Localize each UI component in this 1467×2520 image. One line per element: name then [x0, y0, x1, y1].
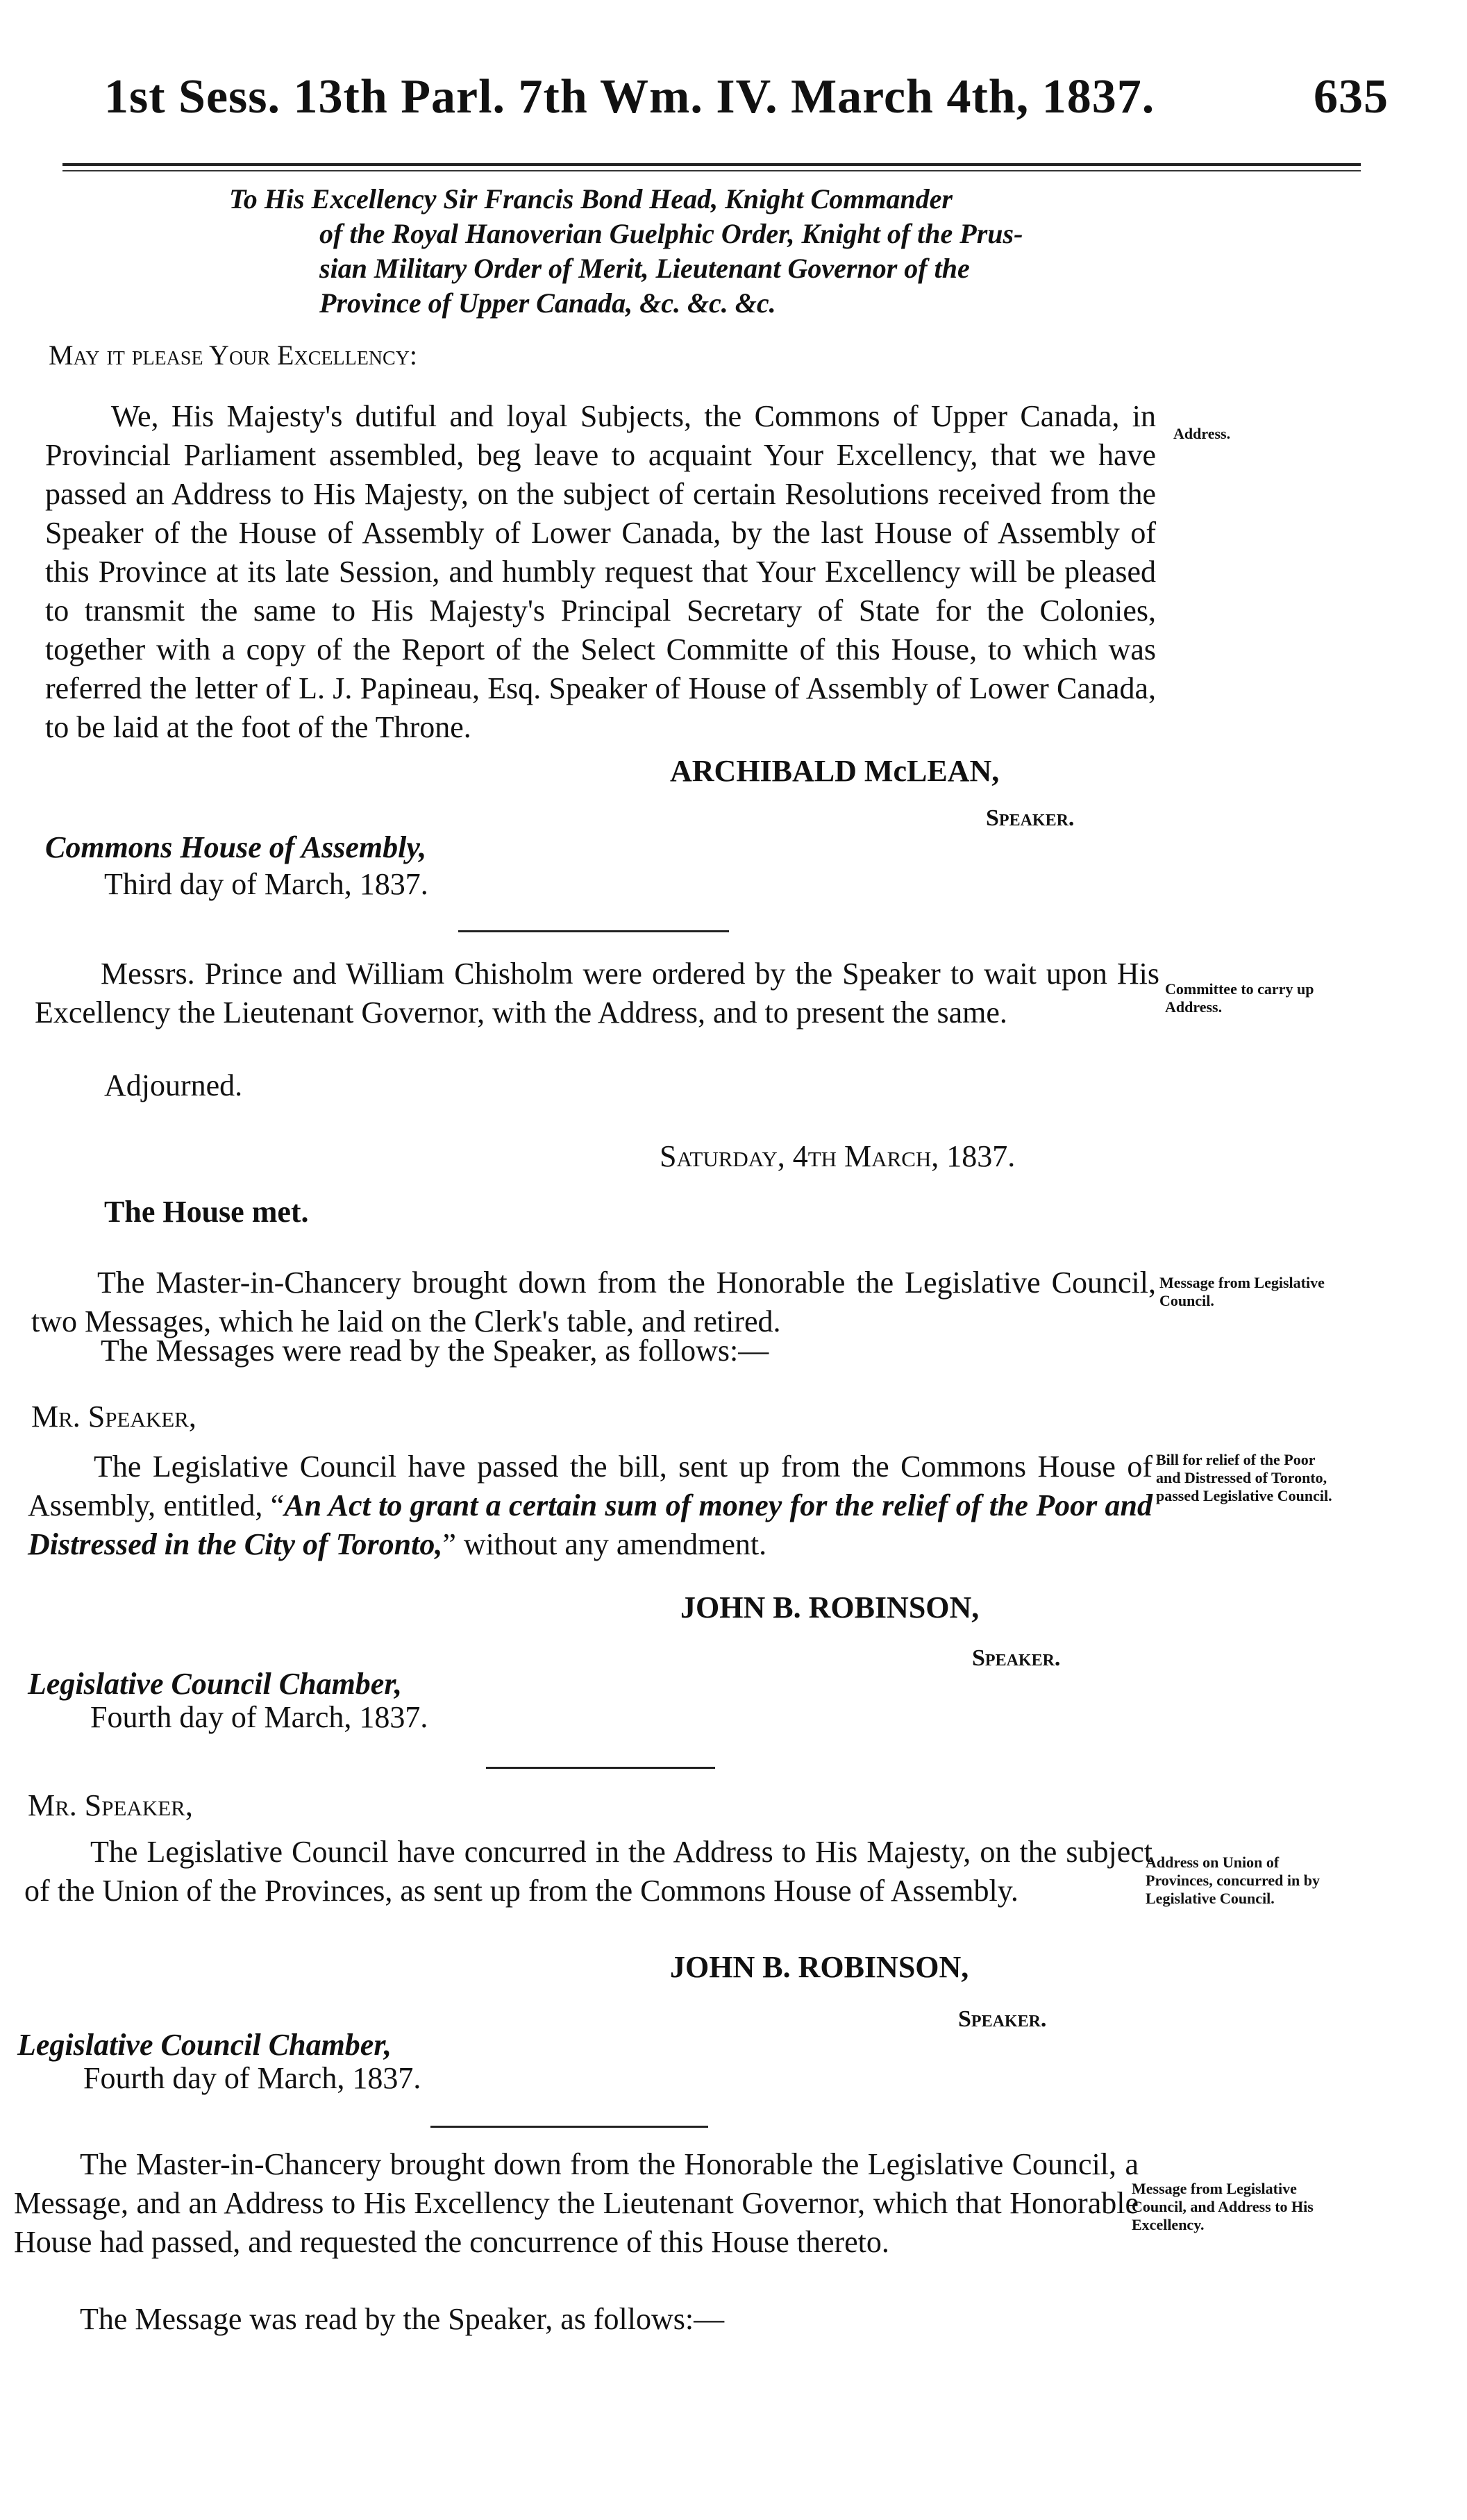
margin-note-address: Address. [1173, 425, 1231, 442]
signature-name: JOHN B. ROBINSON, [680, 1590, 980, 1624]
master-paragraph: The Master-in-Chancery brought down from the Honorable the Legislative Council, a Message, and an Address to His Excellency the Lieutenant Governor, which that Honorable House had passed, and requested the concurrence of this House thereto. [14, 2147, 1139, 2259]
header-rule [62, 163, 1361, 166]
signature-title: Speaker. [972, 1645, 1061, 1671]
address-heading-line: To His Excellency Sir Francis Bond Head, Knight Commander [229, 183, 953, 215]
signature-name: ARCHIBALD McLEAN, [670, 754, 1000, 788]
section-divider [486, 1767, 715, 1769]
section-divider [430, 2126, 708, 2128]
address-heading [229, 182, 1173, 321]
margin-note-committee: Committee to carry up Address. [1165, 980, 1314, 1016]
address-heading-line: Province of Upper Canada, &c. &c. &c. [319, 287, 776, 319]
margin-note-message-address: Message from Legislative Council, and Address to His Excellency. [1132, 2180, 1314, 2233]
margin-note-bill: Bill for relief of the Poor and Distressed of Toronto, passed Legislative Council. [1156, 1451, 1332, 1504]
master-paragraph: The Master-in-Chancery brought down from the Honorable the Legislative Council, two Messages, which he laid on the Clerk's table, and retired. [31, 1266, 1156, 1338]
date-heading: Saturday, 4th March, 1837. [660, 1139, 1016, 1173]
address-heading-line: of the Royal Hanoverian Guelphic Order, Knight of the Prus- [319, 218, 1023, 249]
running-header [104, 69, 1389, 125]
signature-place: Legislative Council Chamber, [17, 2028, 392, 2062]
message-read-text: The Message was read by the Speaker, as follows:— [80, 2302, 725, 2336]
signature-date: Fourth day of March, 1837. [90, 1700, 428, 1734]
signature-place: Legislative Council Chamber, [28, 1667, 403, 1701]
signature-name: JOHN B. ROBINSON, [670, 1950, 969, 1984]
message-body: The Legislative Council have concurred in the Address to His Majesty, on the subject of the Union of the Provinces, as sent up from the Commons House of Assembly. [24, 1835, 1152, 1908]
address-heading-line: sian Military Order of Merit, Lieutenant Governor of the [319, 253, 970, 284]
signature-date: Third day of March, 1837. [104, 867, 428, 901]
margin-note-union: Address on Union of Provinces, concurred in by Legislative Council. [1146, 1854, 1320, 1907]
signature-title: Speaker. [986, 805, 1075, 831]
adjourned-text: Adjourned. [104, 1068, 243, 1102]
signature-date: Fourth day of March, 1837. [83, 2061, 421, 2095]
message-body [28, 1447, 1152, 1564]
signature-place: Commons House of Assembly, [45, 830, 427, 864]
salutation: May it please Your Excellency: [49, 339, 418, 371]
address-body: We, His Majesty's dutiful and loyal Subjects, the Commons of Upper Canada, in Provincial Parliament assembled, beg leave to acquaint Your Excellency, that we have passed an Address to His Majesty, on the subject of certain Resolutions received from the Speaker of the House of Assembly of Lower Canada, by the last House of Assembly of this Province at its late Session, and humbly request that Your Excellency will be pleased to transmit the same to His Majesty's Principal Secretary of State for the Colonies, together with a copy of the Report of the Select Committe of this House, to which was referred the letter of L. J. Papineau, Esq. Speaker of House of Assembly of Lower Canada, to be laid at the foot of the Throne. [45, 399, 1156, 744]
margin-note-message: Message from Legislative Council. [1159, 1274, 1325, 1309]
house-met-text: The House met. [104, 1195, 309, 1229]
section-divider [458, 930, 729, 932]
act-title: An Act to grant a certain sum of money for the relief of the Poor and Distressed in the City of Toronto, [28, 1488, 1152, 1561]
message-body-text: ” without any amendment. [442, 1527, 767, 1561]
message-body-text: The Legislative Council have passed the bill, sent up from the Commons House of Assembly, entitled, “ [28, 1450, 1152, 1522]
signature-title: Speaker. [958, 2006, 1047, 2032]
message-salutation: Mr. Speaker, [28, 1788, 193, 1822]
page-number: 635 [1314, 70, 1389, 124]
message-salutation: Mr. Speaker, [31, 1400, 196, 1434]
header-rule-thin [62, 170, 1361, 171]
session-title: 1st Sess. 13th Parl. 7th Wm. IV. March 4th, 1837. [104, 70, 1155, 124]
messages-read-text: The Messages were read by the Speaker, as follows:— [101, 1334, 769, 1368]
committee-paragraph: Messrs. Prince and William Chisholm were ordered by the Speaker to wait upon His Excellency the Lieutenant Governor, with the Address, and to present the same. [35, 957, 1159, 1030]
